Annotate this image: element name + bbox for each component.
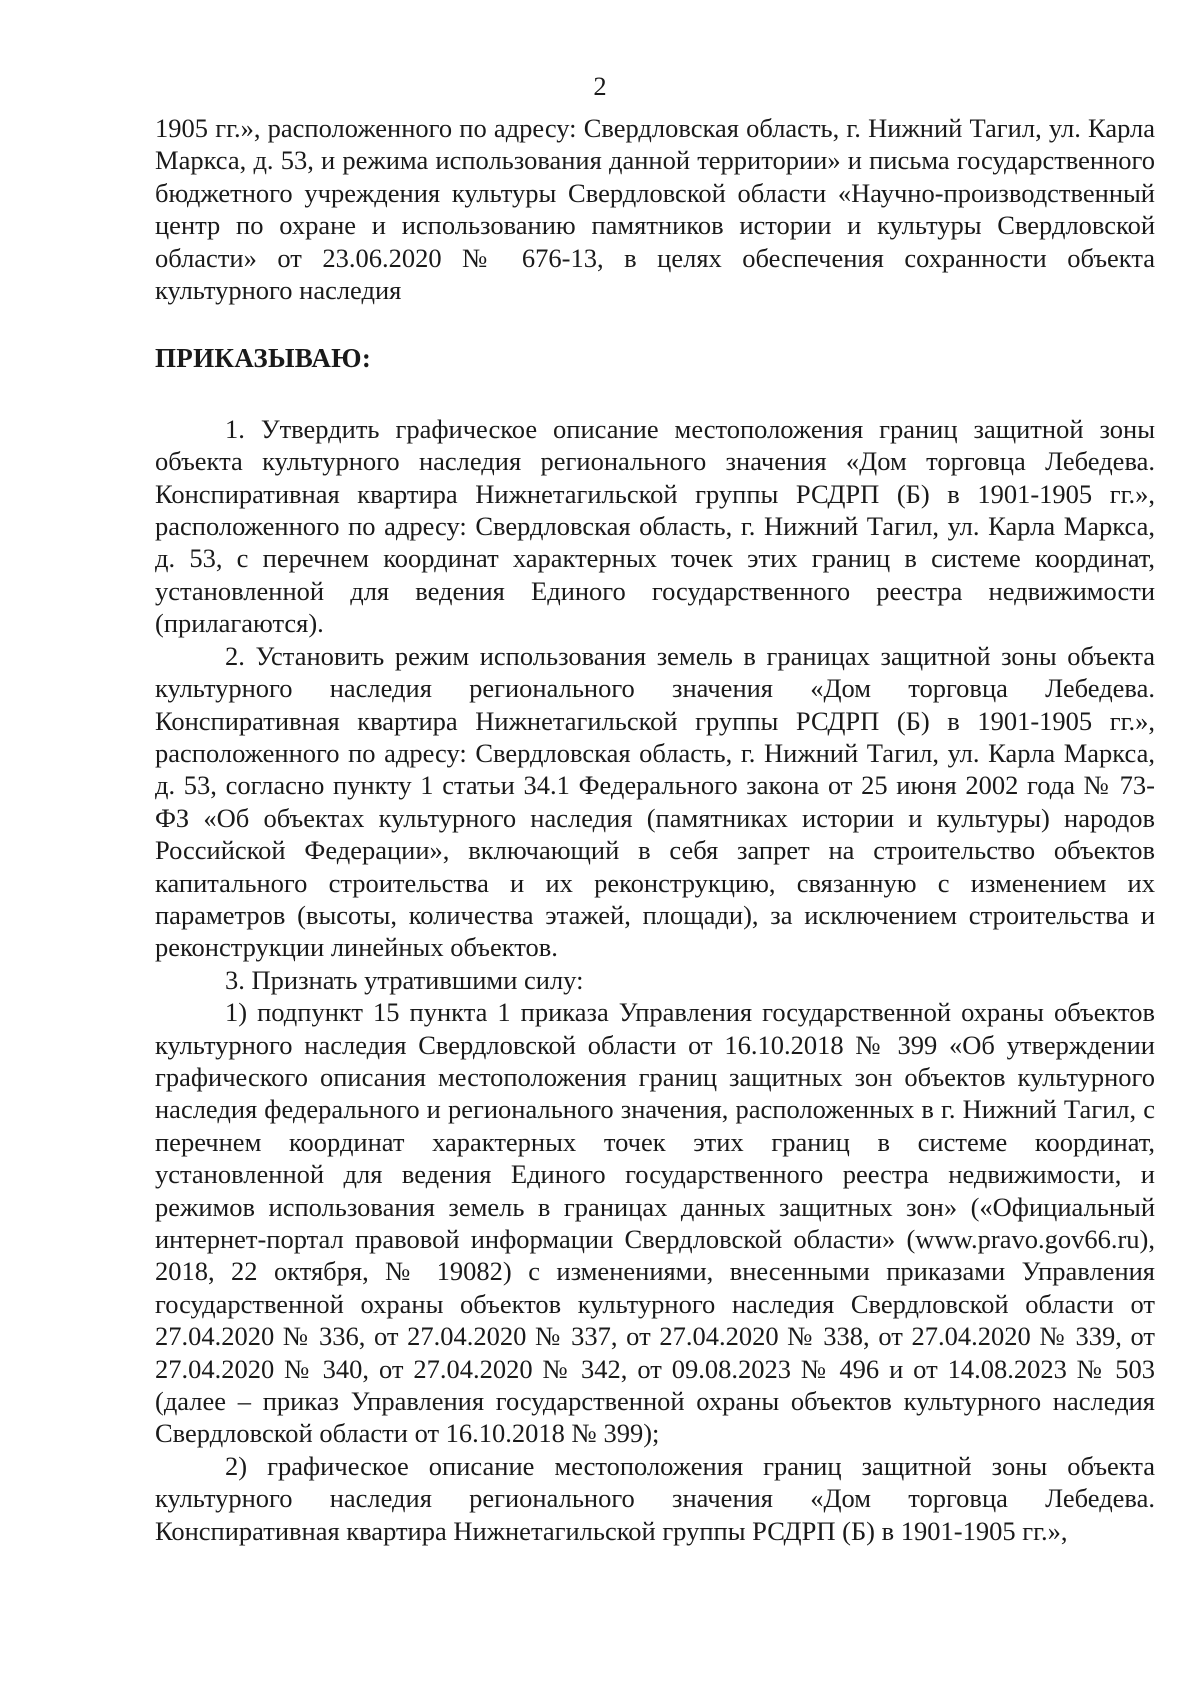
document-body xyxy=(155,112,1155,1547)
order-subitem-1: 1) подпункт 15 пункта 1 приказа Управления государственной охраны объектов культурного наследия Свердловской области от 16.10.2018 № 399 «Об утверждении графического описания местоположения границ защитных зон объектов культурного наследия федерального и регионального значения, расположенных в г. Нижний Тагил, с перечнем координат характерных точек этих границ в системе координат, установленной для ведения Единого государственного реестра недвижимости, и режимов использования земель в границах данных защитных зон» («Официальный интернет-портал правовой информации Свердловской области» (www.pravo.gov66.ru), 2018, 22 октября, № 19082) с изменениями, внесенными приказами Управления государственной охраны объектов культурного наследия Свердловской области от 27.04.2020 № 336, от 27.04.2020 № 337, от 27.04.2020 № 338, от 27.04.2020 № 339, от 27.04.2020 № 340, от 27.04.2020 № 342, от 09.08.2023 № 496 и от 14.08.2023 № 503 (далее – приказ Управления государственной охраны объектов культурного наследия Свердловской области от 16.10.2018 № 399); xyxy=(155,997,1155,1449)
order-item-2: 2. Установить режим использования земель в границах защитной зоны объекта культурного наследия регионального значения «Дом торговца Лебедева. Конспиративная квартира Нижнетагильской группы РСДРП (Б) в 1901-1905 гг.», расположенного по адресу: Свердловская область, г. Нижний Тагил, ул. Карла Маркса, д. 53, согласно пункту 1 статьи 34.1 Федерального закона от 25 июня 2002 года № 73-ФЗ «Об объектах культурного наследия (памятниках истории и культуры) народов Российской Федерации», включающий в себя запрет на строительство объектов капитального строительства и их реконструкцию, связанную с изменением их параметров (высоты, количества этажей, площади), за исключением строительства и реконструкции линейных объектов. xyxy=(155,640,1155,963)
intro-paragraph: 1905 гг.», расположенного по адресу: Свердловская область, г. Нижний Тагил, ул. Карла Маркса, д. 53, и режима использования данной территории» и письма государственного бюджетного учреждения культуры Свердловской области «Научно-производственный центр по охране и использованию памятников истории и культуры Свердловской области» от 23.06.2020 № 676-13, в целях обеспечения сохранности объекта культурного наследия xyxy=(155,113,1155,306)
order-item-1: 1. Утвердить графическое описание местоположения границ защитной зоны объекта культурного наследия регионального значения «Дом торговца Лебедева. Конспиративная квартира Нижнетагильской группы РСДРП (Б) в 1901-1905 гг.», расположенного по адресу: Свердловская область, г. Нижний Тагил, ул. Карла Маркса, д. 53, с перечнем координат характерных точек этих границ в системе координат, установленной для ведения Единого государственного реестра недвижимости (прилагаются). xyxy=(155,413,1155,639)
order-subitem-2: 2) графическое описание местоположения границ защитной зоны объекта культурного наследия регионального значения «Дом торговца Лебедева. Конспиративная квартира Нижнетагильской группы РСДРП (Б) в 1901-1905 гг.», xyxy=(155,1450,1155,1546)
order-item-3: 3. Признать утратившими силу: xyxy=(225,964,584,995)
order-heading: ПРИКАЗЫВАЮ: xyxy=(155,343,372,374)
page-number: 2 xyxy=(593,71,607,101)
